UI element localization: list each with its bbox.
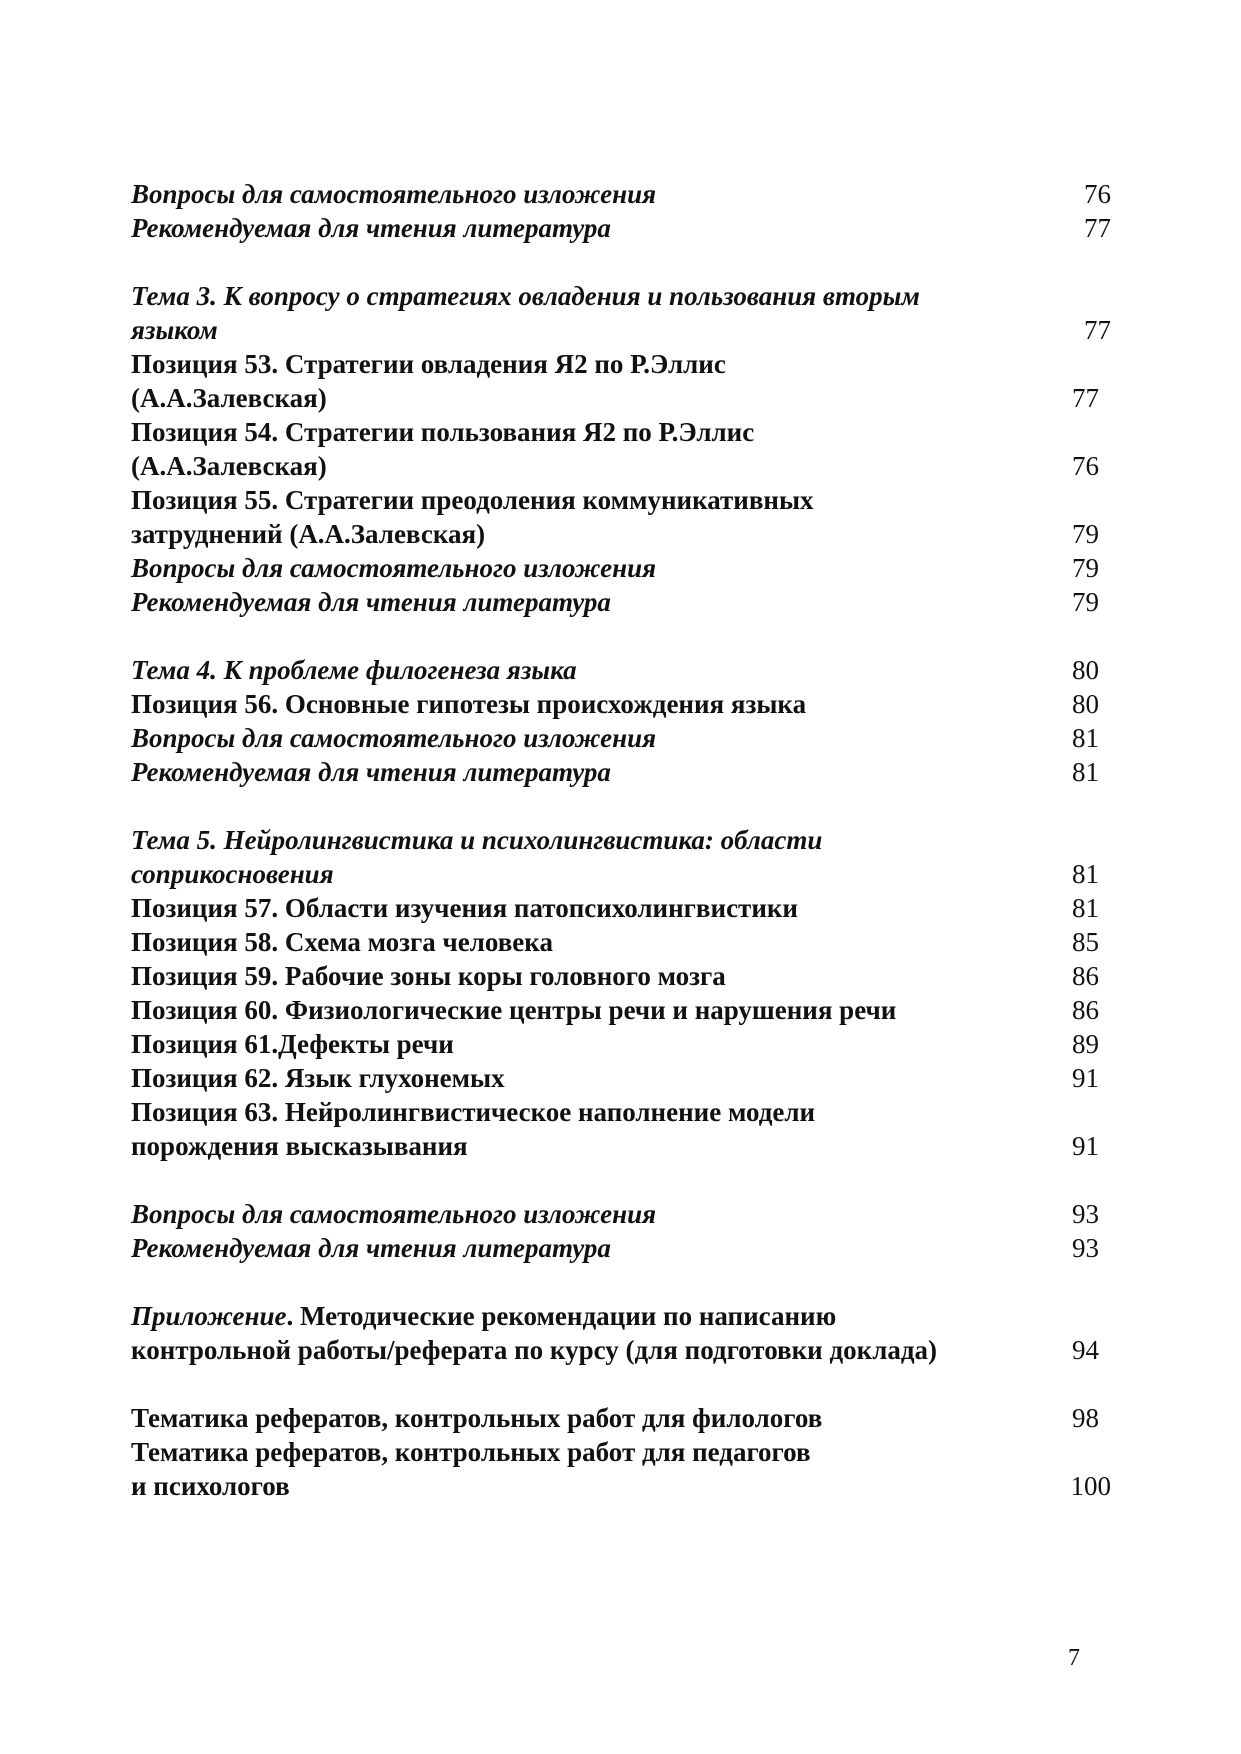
toc-entry-page: 93 xyxy=(1072,1233,1099,1263)
spacer xyxy=(131,1163,1091,1197)
spacer xyxy=(131,619,1091,653)
toc-entry-page: 86 xyxy=(1072,961,1099,991)
toc-entry-title: языком xyxy=(131,315,218,345)
toc-entry xyxy=(131,177,1111,211)
toc-entry xyxy=(131,1401,1099,1435)
toc-entry-title: Вопросы для самостоятельного изложения xyxy=(131,553,657,583)
toc-entry xyxy=(131,993,1099,1027)
toc-entry-page: 93 xyxy=(1072,1199,1099,1229)
toc-entry-title: Тематика рефератов, контрольных работ для педагогов xyxy=(131,1437,811,1467)
toc-entry-page: 79 xyxy=(1072,587,1099,617)
toc-entry xyxy=(131,1027,1099,1061)
toc-entry-title: Позиция 63. Нейролингвистическое наполнение модели xyxy=(131,1097,816,1127)
toc-entry xyxy=(131,1231,1099,1265)
toc-entry-title: Рекомендуемая для чтения литература xyxy=(131,757,611,787)
toc-entry-title: Позиция 62. Язык глухонемых xyxy=(131,1063,505,1093)
toc-entry xyxy=(131,823,1091,857)
toc-entry xyxy=(131,517,1099,551)
toc-entry xyxy=(131,1333,1099,1367)
table-of-contents xyxy=(131,177,1111,1503)
toc-entry xyxy=(131,653,1099,687)
toc-entry-title: и психологов xyxy=(131,1471,290,1501)
toc-entry-title: Тема 4. К проблеме филогенеза языка xyxy=(131,655,577,685)
toc-entry-page: 80 xyxy=(1072,655,1099,685)
toc-entry-title: Позиция 57. Области изучения патопсихолингвистики xyxy=(131,893,798,923)
toc-entry-title: Позиция 58. Схема мозга человека xyxy=(131,927,553,957)
toc-entry xyxy=(131,1435,1091,1469)
toc-entry xyxy=(131,347,1091,381)
toc-entry xyxy=(131,721,1099,755)
toc-entry xyxy=(131,1129,1099,1163)
toc-entry-title: Вопросы для самостоятельного изложения xyxy=(131,179,657,209)
toc-entry xyxy=(131,1061,1099,1095)
toc-entry-title: Тема 5. Нейролингвистика и психолингвистика: области xyxy=(131,825,823,855)
toc-entry xyxy=(131,551,1099,585)
toc-entry-page: 98 xyxy=(1072,1403,1099,1433)
toc-entry-page: 77 xyxy=(1084,213,1111,243)
toc-entry-title: Позиция 56. Основные гипотезы происхождения языка xyxy=(131,689,807,719)
toc-entry-title: Приложение xyxy=(131,1301,287,1331)
toc-entry-title: Рекомендуемая для чтения литература xyxy=(131,587,611,617)
toc-entry-title: Позиция 53. Стратегии овладения Я2 по Р.Эллис xyxy=(131,349,726,379)
toc-entry-page: 91 xyxy=(1072,1131,1099,1161)
toc-entry-page: 81 xyxy=(1072,757,1099,787)
toc-entry-title: затруднений (А.А.Залевская) xyxy=(131,519,486,549)
toc-entry-page: 81 xyxy=(1072,893,1099,923)
spacer xyxy=(131,1265,1091,1299)
toc-entry-title: контрольной работы/реферата по курсу (для подготовки доклада) xyxy=(131,1335,937,1365)
toc-entry-page: 85 xyxy=(1072,927,1099,957)
toc-entry xyxy=(131,925,1099,959)
toc-entry xyxy=(131,381,1099,415)
toc-entry-page: 100 xyxy=(1070,1471,1111,1501)
toc-entry-title: (А.А.Залевская) xyxy=(131,383,327,413)
toc-entry-title: Рекомендуемая для чтения литература xyxy=(131,1233,611,1263)
toc-entry xyxy=(131,1095,1091,1129)
toc-entry-title: Позиция 60. Физиологические центры речи и нарушения речи xyxy=(131,995,897,1025)
toc-entry-title: Позиция 54. Стратегии пользования Я2 по Р.Эллис xyxy=(131,417,755,447)
toc-entry xyxy=(131,891,1099,925)
toc-entry xyxy=(131,211,1111,245)
toc-entry-page: 86 xyxy=(1072,995,1099,1025)
toc-entry xyxy=(131,959,1099,993)
toc-entry xyxy=(131,687,1099,721)
toc-entry xyxy=(131,755,1099,789)
toc-entry-page: 77 xyxy=(1084,315,1111,345)
toc-entry-page: 79 xyxy=(1072,519,1099,549)
toc-entry-page: 76 xyxy=(1084,179,1111,209)
toc-entry-page: 91 xyxy=(1072,1063,1099,1093)
toc-entry xyxy=(131,449,1099,483)
spacer xyxy=(131,245,1091,279)
spacer xyxy=(131,1367,1091,1401)
toc-entry-page: 81 xyxy=(1072,723,1099,753)
toc-entry-title: Тематика рефератов, контрольных работ для филологов xyxy=(131,1403,823,1433)
toc-entry xyxy=(131,1299,1091,1333)
toc-entry-title: Позиция 61.Дефекты речи xyxy=(131,1029,454,1059)
toc-entry-title: Позиция 55. Стратегии преодоления коммуникативных xyxy=(131,485,814,515)
toc-entry xyxy=(131,313,1111,347)
toc-entry xyxy=(131,483,1091,517)
toc-entry-title: Вопросы для самостоятельного изложения xyxy=(131,1199,657,1229)
toc-entry-page: 89 xyxy=(1072,1029,1099,1059)
toc-entry xyxy=(131,1469,1111,1503)
toc-entry-page: 76 xyxy=(1072,451,1099,481)
toc-entry xyxy=(131,415,1091,449)
toc-entry xyxy=(131,857,1099,891)
toc-entry-title: порождения высказывания xyxy=(131,1131,468,1161)
toc-entry-page: 81 xyxy=(1072,859,1099,889)
toc-entry-title: соприкосновения xyxy=(131,859,334,889)
page-number: 7 xyxy=(1068,1645,1080,1671)
toc-entry-page: 79 xyxy=(1072,553,1099,583)
toc-entry-page: 94 xyxy=(1072,1335,1099,1365)
toc-entry xyxy=(131,1197,1099,1231)
toc-entry-page: 77 xyxy=(1072,383,1099,413)
toc-entry-page: 80 xyxy=(1072,689,1099,719)
toc-entry-title: Позиция 59. Рабочие зоны коры головного мозга xyxy=(131,961,726,991)
toc-entry-title: Рекомендуемая для чтения литература xyxy=(131,213,611,243)
toc-entry-title: (А.А.Залевская) xyxy=(131,451,327,481)
spacer xyxy=(131,789,1091,823)
toc-entry xyxy=(131,585,1099,619)
toc-entry xyxy=(131,279,1091,313)
toc-entry-title: Тема 3. К вопросу о стратегиях овладения и пользования вторым xyxy=(131,281,920,311)
toc-entry-title-continuation: . Методические рекомендации по написанию xyxy=(286,1301,837,1331)
toc-entry-title: Вопросы для самостоятельного изложения xyxy=(131,723,657,753)
